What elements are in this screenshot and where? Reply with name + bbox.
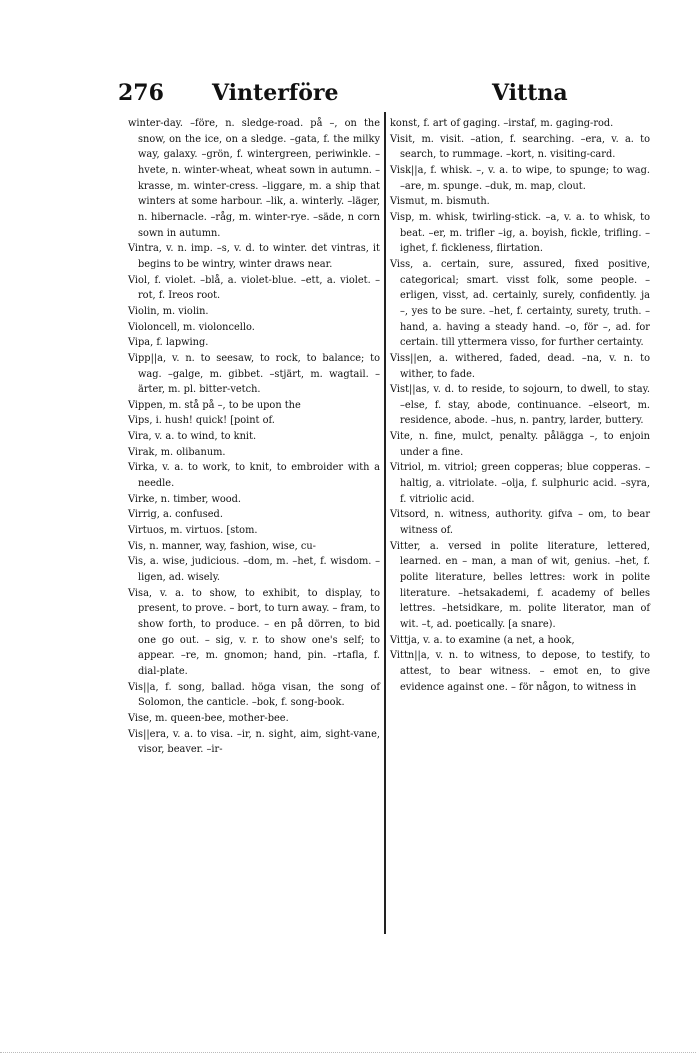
left-column [128,116,380,758]
dictionary-entry: Vipp||a, v. n. to seesaw, to rock, to balance; to wag. –galge, m. gibbet. –stjärt, m. wagtail. –ärter, m. pl. bitter-vetch. [128,352,380,396]
dictionary-entry: Vite, n. fine, mulct, penalty. pålägga –, to enjoin under a fine. [390,431,650,458]
dictionary-entry: Vitsord, n. witness, authority. gifva – om, to bear witness of. [390,509,650,537]
dictionary-entry: Vips, i. hush! quick! [point of. [128,415,275,427]
dictionary-entry: winter-day. –före, n. sledge-road. på –, on the snow, on the ice, on a sledge. –gata, f. the milky way, galaxy. –grön, f. wintergreen, periwinkle. –hvete, n. winter-wheat, wheat sown in autumn. –krasse, m. winter-cress. –liggare, m. a ship that winters at some harbour. –lik, a. winterly. –läger, n. hibernacle. –råg, m. winter-rye. –säde, n corn sown in autumn. [128,118,380,239]
dictionary-entry: Virak, m. olibanum. [128,446,226,458]
dictionary-entry: Vis||a, f. song, ballad. höga visan, the song of Solomon, the canticle. –bok, f. song-book. [128,681,380,709]
left-guide-word: Vinterföre [212,80,339,106]
dictionary-entry: Viss, a. certain, sure, assured, fixed positive, categorical; smart. visst folk, some people. –erligen, visst, ad. certainly, surely, confidently. ja –, yes to be sure. –het, f. certainty, surety, truth. –hand, a. having a steady hand. –o, för –, ad. for certain. till yttermera visso, for further certainty. [390,258,650,349]
dictionary-entry: Visit, m. visit. –ation, f. searching. –era, v. a. to search, to rummage. –kort, n. visiting-card. [390,133,650,161]
right-column [390,116,650,695]
dictionary-entry: Vippen, m. stå på –, to be upon the [128,399,301,411]
dictionary-entry: Visa, v. a. to show, to exhibit, to display, to present, to prove. – bort, to turn away. – fram, to show forth, to produce. – en på dörren, to bid one go out. – sig, v. r. to show one's self; to appear. –re, m. gnomon; hand, pin. –rtafla, f. dial-plate. [128,587,380,677]
dictionary-entry: Vittn||a, v. n. to witness, to depose, to testify, to attest, to bear witness. – emot en, to give evidence against one. – för någon, to witness in [390,650,650,693]
dictionary-entry: Vintra, v. n. imp. –s, v. d. to winter. det vintras, it begins to be wintry, winter draws near. [128,243,380,270]
dictionary-entry: Violoncell, m. violoncello. [128,321,255,333]
dictionary-entry: Vis, a. wise, judicious. –dom, m. –het, f. wisdom. –ligen, ad. wisely. [128,556,380,584]
dictionary-entry: Vitriol, m. vitriol; green copperas; blue copperas. –haltig, a. vitriolate. –olja, f. sulphuric acid. –syra, f. vitriolic acid. [390,462,650,505]
dictionary-entry: Virke, n. timber, wood. [128,493,242,505]
dictionary-entry: Vis||era, v. a. to visa. –ir, n. sight, aim, sight-vane, visor, beaver. –ir- [128,728,380,756]
dictionary-entry: Visp, m. whisk, twirling-stick. –a, v. a. to whisk, to beat. –er, m. trifler –ig, a. boyish, fickle, trifling. –ighet, f. fickleness, flirtation. [390,211,650,255]
dictionary-entry: konst, f. art of gaging. –irstaf, m. gaging-rod. [390,118,614,129]
dictionary-entry: Vipa, f. lapwing. [128,337,209,349]
dictionary-entry: Virrig, a. confused. [128,509,223,521]
dictionary-entry: Virka, v. a. to work, to knit, to embroider with a needle. [128,462,380,490]
dictionary-entry: Virtuos, m. virtuos. [stom. [128,525,258,537]
column-divider [384,112,386,934]
dictionary-entry: Vist||as, v. d. to reside, to sojourn, to dwell, to stay. –else, f. stay, abode, continuance. –elseort, m. residence, abode. –hus, n. pantry, larder, buttery. [390,384,650,427]
dictionary-entry: Vittja, v. a. to examine (a net, a hook, [390,634,575,646]
dictionary-entry: Violin, m. violin. [128,305,209,317]
page-edge-rule [0,1052,696,1054]
page-number: 276 [118,80,164,106]
dictionary-entry: Viol, f. violet. –blå, a. violet-blue. –ett, a. violet. –rot, f. Ireos root. [128,274,380,302]
dictionary-entry: Vira, v. a. to wind, to knit. [128,431,257,443]
dictionary-entry: Visk||a, f. whisk. –, v. a. to wipe, to spunge; to wag. –are, m. spunge. –duk, m. map, clout. [390,164,650,192]
dictionary-entry: Vise, m. queen-bee, mother-bee. [128,712,289,724]
dictionary-entry: Viss||en, a. withered, faded, dead. –na, v. n. to wither, to fade. [390,352,650,380]
dictionary-entry: Vitter, a. versed in polite literature, lettered, learned. en – man, a man of wit, genius. –het, f. polite literature, belles lettres: work in polite literature. –hetsakademi, f. academy of belles lettres. –hetsidkare, m. polite literator, man of wit. –t, ad. poetically. [a snare). [390,540,650,630]
right-guide-word: Vittna [492,80,568,106]
dictionary-entry: Vis, n. manner, way, fashion, wise, cu- [128,540,316,552]
dictionary-entry: Vismut, m. bismuth. [390,196,490,208]
